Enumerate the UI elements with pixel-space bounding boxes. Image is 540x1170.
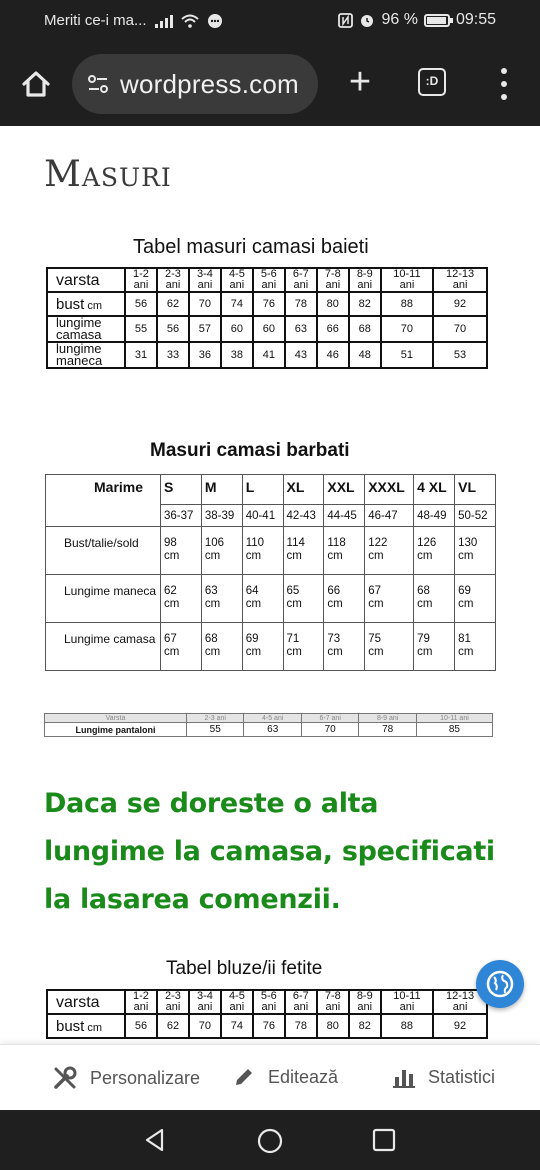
boys-age-cell: 3-4 ani [189, 268, 221, 292]
pants-value-cell: 85 [416, 723, 492, 737]
boys-age-cell: 7-8 ani [317, 268, 349, 292]
men-value-cell: 66 cm [324, 575, 365, 623]
men-range-cell: 38-39 [201, 505, 242, 527]
girls-value-cell: 88 [381, 1014, 433, 1038]
boys-value-cell: 33 [157, 342, 189, 368]
men-value-cell: 69 cm [242, 623, 283, 671]
men-value-cell: 64 cm [242, 575, 283, 623]
men-value-cell: 118 cm [324, 527, 365, 575]
boys-value-cell: 70 [189, 292, 221, 316]
girls-age-cell: 5-6 ani [253, 990, 285, 1014]
girls-value-cell: 78 [285, 1014, 317, 1038]
girls-table-caption: Tabel bluze/ii fetite [166, 958, 323, 979]
boys-data-row [47, 342, 487, 368]
men-range-cell: 50-52 [455, 505, 496, 527]
edit-label: Editează [268, 1066, 339, 1087]
status-left [44, 12, 223, 29]
boys-value-cell: 80 [317, 292, 349, 316]
boys-value-cell: 53 [433, 342, 487, 368]
men-size-cell: XXL [324, 475, 365, 505]
clock: 09:55 [455, 11, 496, 28]
boys-value-cell: 66 [317, 316, 349, 342]
length-note: Daca se doreste o alta lungime la camasa, specificati la lasarea comenzii. [44, 788, 495, 915]
pants-age-label: Varsta [45, 714, 187, 723]
pants-age-cell: 2-3 ani [187, 714, 244, 723]
pants-value-cell: 78 [359, 723, 416, 737]
alarm-icon [359, 12, 375, 28]
boys-age-cell: 12-13 ani [433, 268, 487, 292]
men-value-cell: 126 cm [414, 527, 455, 575]
system-nav-bar [0, 1110, 540, 1170]
battery-icon [424, 14, 450, 27]
girls-age-cell: 4-5 ani [221, 990, 253, 1014]
men-value-cell: 122 cm [365, 527, 414, 575]
boys-value-cell: 78 [285, 292, 317, 316]
stats-button[interactable] [392, 1065, 495, 1089]
girls-value-cell: 82 [349, 1014, 381, 1038]
men-row-label: Bust/talie/sold [46, 527, 161, 575]
men-row-label: Lungime camasa [46, 623, 161, 671]
men-range-cell: 48-49 [414, 505, 455, 527]
men-range-cell: 36-37 [161, 505, 202, 527]
boys-value-cell: 70 [381, 316, 433, 342]
pants-age-cell: 6-7 ani [301, 714, 358, 723]
men-value-cell: 114 cm [283, 527, 324, 575]
girls-age-cell: 8-9 ani [349, 990, 381, 1014]
page-title: Masuri [44, 154, 172, 195]
stats-label: Statistici [428, 1066, 496, 1087]
girls-age-cell: 2-3 ani [157, 990, 189, 1014]
boys-value-cell: 74 [221, 292, 253, 316]
men-size-cell: L [242, 475, 283, 505]
recents-icon[interactable] [372, 1128, 396, 1152]
notification-text: Meriti ce-i ma... [44, 12, 147, 29]
boys-age-cell: 6-7 ani [285, 268, 317, 292]
bar-chart-icon [392, 1065, 416, 1089]
men-size-cell: 4 XL [414, 475, 455, 505]
boys-value-cell: 38 [221, 342, 253, 368]
more-menu-button[interactable] [494, 68, 514, 100]
boys-value-cell: 56 [125, 292, 157, 316]
boys-age-label: varsta [47, 268, 125, 292]
pants-value-row [45, 723, 493, 737]
men-value-cell: 81 cm [455, 623, 496, 671]
site-settings-icon[interactable] [86, 72, 110, 96]
boys-value-cell: 63 [285, 316, 317, 342]
girls-age-cell: 6-7 ani [285, 990, 317, 1014]
men-range-cell: 42-43 [283, 505, 324, 527]
men-value-cell: 110 cm [242, 527, 283, 575]
men-data-row [46, 527, 496, 575]
boys-size-table [46, 267, 488, 369]
men-range-cell: 46-47 [365, 505, 414, 527]
men-value-cell: 67 cm [365, 575, 414, 623]
page-content [0, 126, 540, 1044]
customize-label: Personalizare [90, 1067, 201, 1088]
boys-table-caption: Tabel masuri camasi baieti [133, 236, 369, 258]
men-value-cell: 130 cm [455, 527, 496, 575]
men-value-cell: 75 cm [365, 623, 414, 671]
nfc-icon [338, 13, 353, 28]
boys-age-cell: 5-6 ani [253, 268, 285, 292]
language-button[interactable] [476, 960, 524, 1008]
tools-icon [52, 1065, 78, 1091]
men-value-cell: 67 cm [161, 623, 202, 671]
men-size-cell: S [161, 475, 202, 505]
customize-button[interactable] [52, 1065, 200, 1091]
battery-percent: 96 % [381, 11, 418, 28]
boys-row-label: bust cm [47, 292, 125, 316]
men-size-cell: XXXL [365, 475, 414, 505]
browser-toolbar [0, 42, 540, 126]
boys-value-cell: 60 [221, 316, 253, 342]
pants-age-cell: 8-9 ani [359, 714, 416, 723]
signal-icon [155, 14, 173, 28]
pants-age-cell: 4-5 ani [244, 714, 301, 723]
boys-value-cell: 43 [285, 342, 317, 368]
address-bar[interactable] [72, 54, 318, 114]
boys-value-cell: 41 [253, 342, 285, 368]
girls-age-cell: 3-4 ani [189, 990, 221, 1014]
boys-data-row [47, 292, 487, 316]
boys-age-cell: 10-11 ani [381, 268, 433, 292]
men-value-cell: 62 cm [161, 575, 202, 623]
boys-value-cell: 55 [125, 316, 157, 342]
men-size-row [46, 475, 496, 505]
girls-age-cell: 7-8 ani [317, 990, 349, 1014]
boys-header-row [47, 268, 487, 292]
boys-value-cell: 48 [349, 342, 381, 368]
pants-value-cell: 55 [187, 723, 244, 737]
boys-data-row [47, 316, 487, 342]
men-size-cell: M [201, 475, 242, 505]
pants-header-row [45, 714, 493, 723]
wifi-icon [181, 14, 199, 28]
men-value-cell: 69 cm [455, 575, 496, 623]
boys-age-cell: 2-3 ani [157, 268, 189, 292]
men-range-cell: 44-45 [324, 505, 365, 527]
tab-switcher-button[interactable]: :D [418, 68, 446, 96]
men-value-cell: 98 cm [161, 527, 202, 575]
boys-value-cell: 46 [317, 342, 349, 368]
men-value-cell: 106 cm [201, 527, 242, 575]
men-value-cell: 65 cm [283, 575, 324, 623]
girls-age-label: varsta [47, 990, 125, 1014]
boys-value-cell: 56 [157, 316, 189, 342]
boys-value-cell: 92 [433, 292, 487, 316]
pencil-icon [232, 1065, 256, 1089]
girls-size-table [46, 989, 488, 1039]
pants-age-cell: 10-11 ani [416, 714, 492, 723]
boys-age-cell: 8-9 ani [349, 268, 381, 292]
edit-button[interactable] [232, 1065, 338, 1089]
boys-row-label: lungime maneca [47, 342, 125, 368]
home-button[interactable] [14, 62, 58, 106]
admin-toolbar [0, 1044, 540, 1110]
men-range-cell: 40-41 [242, 505, 283, 527]
girls-value-cell: 80 [317, 1014, 349, 1038]
men-size-cell: VL [455, 475, 496, 505]
boys-value-cell: 51 [381, 342, 433, 368]
globe-icon [485, 969, 515, 999]
back-icon[interactable] [142, 1127, 168, 1153]
boys-age-cell: 4-5 ani [221, 268, 253, 292]
home-icon [14, 62, 58, 106]
girls-bust-row [47, 1014, 487, 1038]
girls-value-cell: 62 [157, 1014, 189, 1038]
pants-row-label: Lungime pantaloni [45, 723, 187, 737]
boys-value-cell: 76 [253, 292, 285, 316]
boys-value-cell: 62 [157, 292, 189, 316]
men-size-cell: XL [283, 475, 324, 505]
men-value-cell: 63 cm [201, 575, 242, 623]
girls-value-cell: 56 [125, 1014, 157, 1038]
pants-size-table [44, 713, 493, 737]
boys-value-cell: 60 [253, 316, 285, 342]
men-value-cell: 68 cm [414, 575, 455, 623]
men-row-label: Lungime maneca [46, 575, 161, 623]
girls-value-cell: 70 [189, 1014, 221, 1038]
girls-value-cell: 74 [221, 1014, 253, 1038]
men-value-cell: 79 cm [414, 623, 455, 671]
boys-value-cell: 68 [349, 316, 381, 342]
pants-value-cell: 63 [244, 723, 301, 737]
status-right [338, 11, 496, 29]
men-size-label: Marime [46, 475, 161, 527]
pants-value-cell: 70 [301, 723, 358, 737]
men-data-row [46, 575, 496, 623]
boys-row-label: lungime camasa [47, 316, 125, 342]
boys-age-cell: 1-2 ani [125, 268, 157, 292]
chat-bubble-icon [207, 13, 223, 29]
boys-value-cell: 36 [189, 342, 221, 368]
home-nav-icon[interactable] [256, 1127, 284, 1155]
url-text: wordpress.com [120, 68, 299, 99]
girls-age-cell: 10-11 ani [381, 990, 433, 1014]
status-bar [0, 0, 540, 42]
men-data-row [46, 623, 496, 671]
girls-age-cell: 1-2 ani [125, 990, 157, 1014]
men-value-cell: 68 cm [201, 623, 242, 671]
boys-value-cell: 88 [381, 292, 433, 316]
boys-value-cell: 31 [125, 342, 157, 368]
girls-bust-label: bust cm [47, 1014, 125, 1038]
boys-value-cell: 57 [189, 316, 221, 342]
girls-value-cell: 76 [253, 1014, 285, 1038]
boys-value-cell: 82 [349, 292, 381, 316]
men-size-table [45, 474, 496, 671]
men-table-caption: Masuri camasi barbati [150, 440, 350, 461]
men-value-cell: 73 cm [324, 623, 365, 671]
men-value-cell: 71 cm [283, 623, 324, 671]
new-tab-button[interactable]: + [348, 61, 372, 103]
girls-value-cell: 92 [433, 1014, 487, 1038]
boys-value-cell: 70 [433, 316, 487, 342]
girls-header-row [47, 990, 487, 1014]
girls-age-cell: 12-13 ani [433, 990, 487, 1014]
